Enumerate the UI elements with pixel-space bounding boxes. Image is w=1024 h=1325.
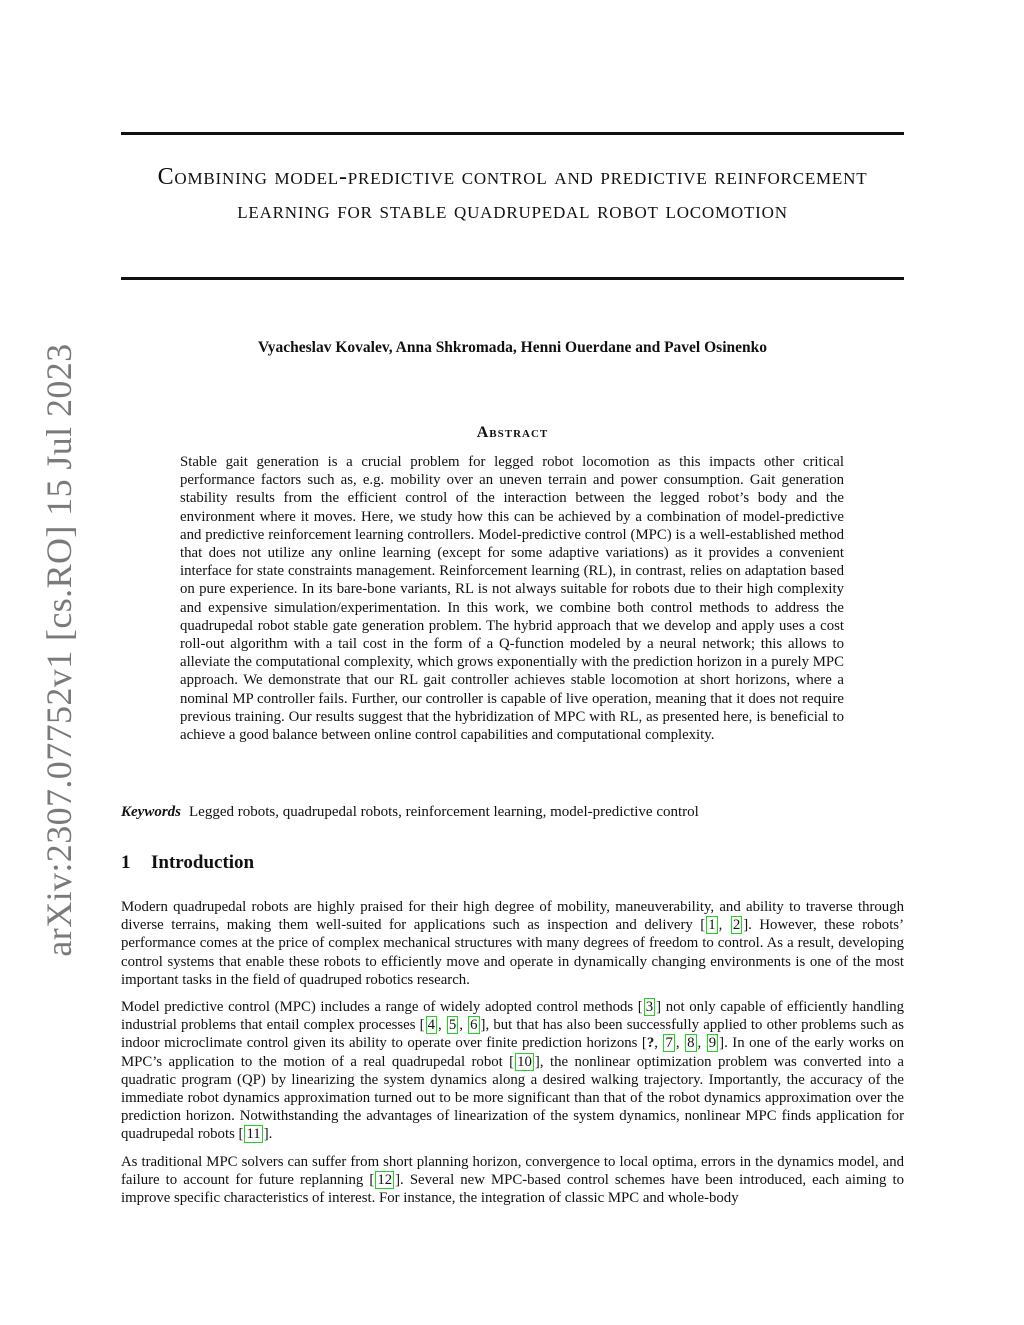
- para-text: ]. However, these robots’ performance comes at the price of complex mechanical structures with many degrees of freedom to control. As a result, developing control systems that enable these robots to efficiently move and operate in dynamically changing environments is one of the most important tasks in the field of quadruped robotics research.: [121, 917, 904, 988]
- para-text: ,: [675, 1035, 685, 1052]
- abstract-heading: Abstract: [476, 424, 549, 441]
- keywords-line: [121, 804, 904, 821]
- citation-link-12[interactable]: 12: [377, 1172, 393, 1189]
- author-list: Vyacheslav Kovalev, Anna Shkromada, Henni Ouerdane and Pavel Osinenko: [257, 339, 768, 356]
- section-title: Introduction: [151, 852, 255, 873]
- para-text: ,: [459, 1017, 468, 1034]
- title-rule-bottom: [121, 277, 904, 280]
- abstract-body: Stable gait generation is a crucial problem for legged robot locomotion as this impacts other critical performance factors such as, e.g. mobility over an uneven terrain and power consumption. Gait generation stability results from the efficient control of the interaction between the legged robot’s body and the environment where it moves. Here, we study how this can be achieved by a combination of model-predictive and predictive reinforcement learning controllers. Model-predictive control (MPC) is a well-established method that does not utilize any online learning (except for some adaptive variations) as it provides a convenient interface for state constraints management. Reinforcement learning (RL), in contrast, relies on adaptation based on pure experience. In its bare-bone variants, RL is not always suitable for robots due to their high complexity and expensive simulation/experimentation. In this work, we combine both control methods to address the quadrupedal robot stable gate generation problem. The hybrid approach that we develop and apply uses a cost roll-out algorithm with a tail cost in the form of a Q-function modeled by a neural network; this allows to alleviate the computational complexity, which grows exponentially with the prediction horizon in a purely MPC approach. We demonstrate that our RL gait controller achieves stable locomotion at short horizons, where a nominal MP controller fails. Further, our controller is capable of live operation, meaning that it does not require previous training. Our results suggest that the hybridization of MPC with RL, as presented here, is beneficial to achieve a good balance between online control capabilities and computational complexity.: [180, 454, 844, 744]
- citation-link-8[interactable]: 8: [687, 1035, 695, 1052]
- para-text: ,: [718, 917, 730, 934]
- arxiv-identifier: arXiv:2307.07752v1 [cs.RO] 15 Jul 2023: [39, 343, 79, 957]
- citation-link-1[interactable]: 1: [708, 917, 716, 934]
- citation-link-2[interactable]: 2: [732, 917, 741, 934]
- para-text: As traditional MPC solvers can suffer from short planning horizon, convergence to local optima, errors in the dynamics model, and failure to account for future replanning [: [121, 1154, 904, 1189]
- introduction-paragraph-3: [121, 1153, 904, 1208]
- citation-link-4[interactable]: 4: [427, 1017, 435, 1034]
- title-rule-top: [121, 132, 904, 135]
- section-number: 1: [121, 852, 131, 873]
- para-text: ], the nonlinear optimization problem was converted into a quadratic program (QP) by linearizing the system dynamics along a desired walking trajectory. Importantly, the accuracy of the immediate robot dynamics approximation turned out to be more significant than that of the robot dynamics approximation over the prediction horizon. Notwithstanding the advantages of linearization of the system dynamics, nonlinear MPC finds application for quadrupedal robots [: [121, 1053, 904, 1143]
- para-text: Model predictive control (MPC) includes a range of widely adopted control methods [: [121, 999, 643, 1015]
- section-heading-introduction: [121, 852, 254, 874]
- citation-link-6[interactable]: 6: [470, 1017, 478, 1034]
- para-text: ,: [697, 1035, 706, 1052]
- para-text: ] not only capable of efficiently handling industrial problems that entail complex processes [: [121, 999, 904, 1034]
- citation-link-9[interactable]: 9: [708, 1035, 717, 1052]
- citation-link-10[interactable]: 10: [517, 1053, 532, 1070]
- para-text: ]. In one of the early works on MPC’s application to the motion of a real quadrupedal robot [: [121, 1035, 904, 1070]
- citation-missing: ?: [646, 1035, 655, 1052]
- citation-link-5[interactable]: 5: [448, 1017, 457, 1034]
- citation-link-3[interactable]: 3: [645, 999, 654, 1015]
- keywords-text: Legged robots, quadrupedal robots, reinforcement learning, model-predictive control: [189, 804, 699, 820]
- para-text: ,: [654, 1035, 663, 1052]
- introduction-paragraph-2: [121, 998, 904, 1144]
- para-text: ]. Several new MPC-based control schemes have been introduced, each aiming to improve specific characteristics of interest. For instance, the integration of classic MPC and whole-body: [121, 1172, 904, 1207]
- para-text: ,: [437, 1017, 446, 1034]
- para-text: Modern quadrupedal robots are highly praised for their high degree of mobility, maneuverability, and ability to traverse through diverse terrains, making them well-suited for applications such as inspection and delivery [: [121, 899, 904, 934]
- citation-link-11[interactable]: 11: [246, 1126, 261, 1143]
- citation-link-7[interactable]: 7: [665, 1035, 673, 1052]
- keywords-label: Keywords: [121, 804, 181, 820]
- paper-title: Combining model-predictive control and predictive reinforcement learning for stable quadrupedal robot locomotion: [157, 164, 868, 224]
- para-text: ], but that has also been successfully applied to other problems such as indoor microclimate control given its ability to operate over finite prediction horizons [: [121, 1017, 905, 1052]
- para-text: ].: [263, 1126, 273, 1143]
- introduction-paragraph-1: [121, 898, 904, 989]
